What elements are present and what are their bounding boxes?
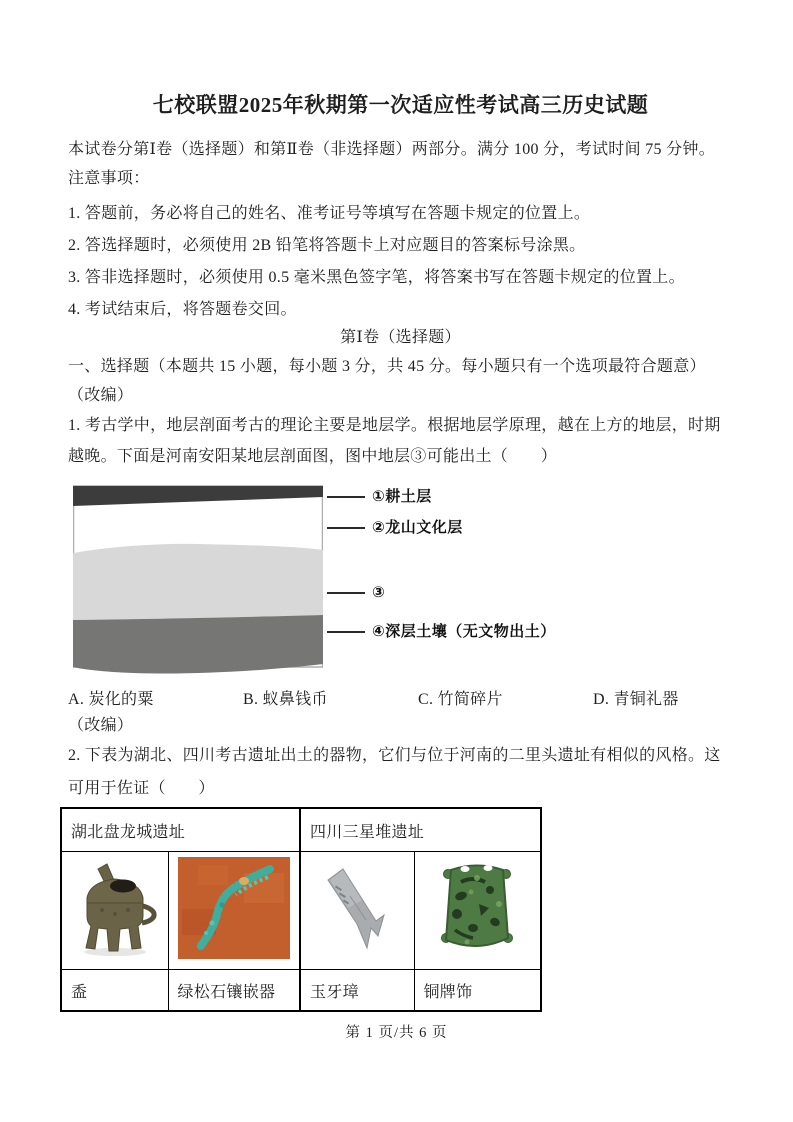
layer-2-label: ②龙山文化层 bbox=[372, 518, 463, 536]
layer-3-label: ③ bbox=[372, 583, 386, 601]
section-heading: 第Ⅰ卷（选择题） bbox=[340, 329, 461, 346]
artifact-cell-turquoise-inlay bbox=[168, 852, 300, 970]
artifact-name-bronze-plaque: 铜牌饰 bbox=[414, 970, 541, 1012]
layer-3-pointer-line bbox=[327, 592, 365, 594]
option-c: C. 竹简碎片 bbox=[418, 691, 503, 708]
layer-1-pointer-line bbox=[327, 496, 365, 498]
site-header-sichuan: 四川三星堆遗址 bbox=[300, 808, 541, 852]
question-1-text: 1. 考古学中，地层剖面考古的理论主要是地层学。根据地层学原理，越在上方的地层，时期越晚。下面是河南安阳某地层剖面图，图中地层③可能出土（ ） bbox=[68, 417, 721, 465]
layer-4-pointer-line bbox=[327, 631, 365, 633]
artifact-cell-bronze-plaque bbox=[414, 852, 541, 970]
exam-intro: 本试卷分第Ⅰ卷（选择题）和第Ⅱ卷（非选择题）两部分。满分 100 分，考试时间 75 分钟。 bbox=[68, 141, 715, 158]
jade-zhang-photo bbox=[310, 858, 405, 958]
artifact-name-he: 盉 bbox=[61, 970, 168, 1012]
question-2-source-tag: （改编） bbox=[68, 717, 134, 734]
artifact-cell-jade-zhang bbox=[300, 852, 414, 970]
artifact-name-jade-zhang: 玉牙璋 bbox=[300, 970, 414, 1012]
site-header-hubei: 湖北盘龙城遗址 bbox=[61, 808, 300, 852]
notice-heading: 注意事项： bbox=[68, 170, 150, 187]
section-description: 一、选择题（本题共 15 小题，每小题 3 分，共 45 分。每小题只有一个选项最符合题意） bbox=[68, 358, 706, 375]
option-b: B. 蚁鼻钱币 bbox=[243, 691, 328, 708]
layer-1-label: ①耕土层 bbox=[372, 487, 432, 505]
bronze-plaque-photo bbox=[427, 858, 527, 958]
option-d: D. 青铜礼器 bbox=[593, 691, 679, 708]
page-title: 七校联盟2025年秋期第一次适应性考试高三历史试题 bbox=[152, 93, 649, 117]
notice-item-3: 3. 答非选择题时，必须使用 0.5 毫米黑色签字笔，将答案书写在答题卡规定的位置上。 bbox=[68, 269, 685, 286]
bronze-he-vessel-photo bbox=[70, 858, 160, 958]
stratigraphy-diagram bbox=[68, 483, 733, 679]
turquoise-inlay-photo bbox=[178, 857, 290, 959]
page-number: 第 1 页/共 6 页 bbox=[345, 1025, 448, 1041]
soil-layers-image bbox=[73, 483, 323, 679]
artifact-table bbox=[60, 807, 542, 1012]
notice-item-2: 2. 答选择题时，必须使用 2B 铅笔将答题卡上对应题目的答案标号涂黑。 bbox=[68, 237, 586, 254]
layer-4-label: ④深层土壤（无文物出土） bbox=[372, 622, 556, 640]
notice-item-4: 4. 考试结束后，将答题卷交回。 bbox=[68, 301, 297, 318]
question-2-text: 2. 下表为湖北、四川考古遗址出土的器物，它们与位于河南的二里头遗址有相似的风格。这可用于佐证（ ） bbox=[68, 747, 721, 797]
option-a: A. 炭化的粟 bbox=[68, 691, 154, 708]
artifact-cell-he-vessel bbox=[61, 852, 168, 970]
question-1-options bbox=[68, 688, 733, 712]
layer-2-pointer-line bbox=[327, 527, 365, 529]
notice-item-1: 1. 答题前，务必将自己的姓名、准考证号等填写在答题卡规定的位置上。 bbox=[68, 205, 591, 222]
question-1-source-tag: （改编） bbox=[68, 387, 134, 404]
artifact-name-turquoise: 绿松石镶嵌器 bbox=[168, 970, 300, 1012]
